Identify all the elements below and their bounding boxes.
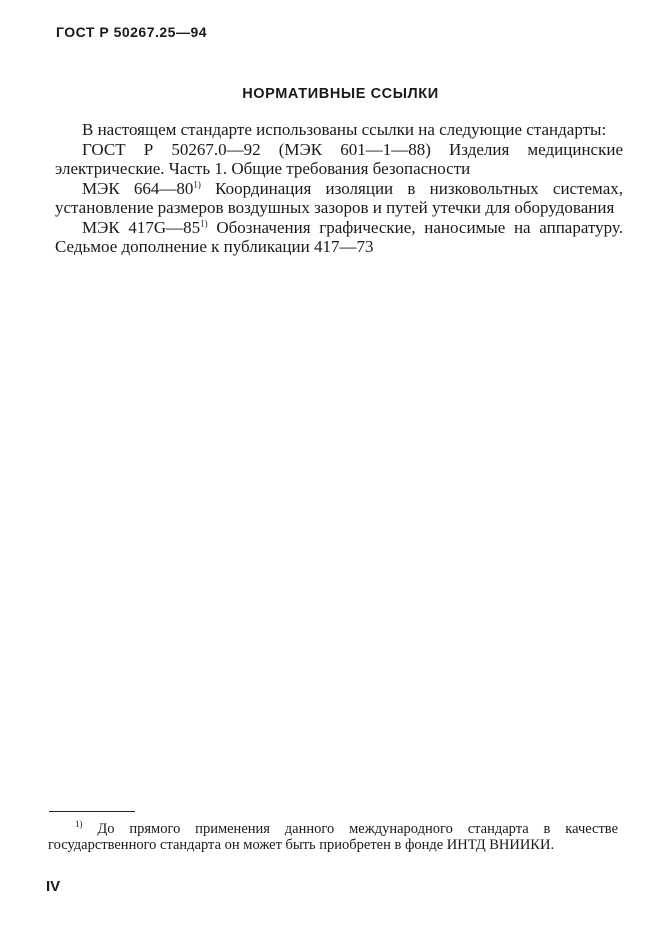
intro-paragraph <box>55 120 623 140</box>
reference-text: Обозначения графические, наносимые на аппаратуру. Седьмое дополнение к публикации 417—73 <box>55 217 623 256</box>
section-title: НОРМАТИВНЫЕ ССЫЛКИ <box>242 86 439 102</box>
document-number-header: ГОСТ Р 50267.25—94 <box>56 24 208 40</box>
reference-gost-50267-0 <box>55 140 623 179</box>
reference-code: МЭК 417G—85 <box>82 217 201 237</box>
footnote-separator <box>49 811 135 812</box>
reference-text: Координация изоляции в низковольтных системах, установление размеров воздушных зазоров и путей утечки для оборудования <box>55 178 623 217</box>
references-body <box>55 120 623 257</box>
footnote-marker: 1) <box>200 217 208 228</box>
reference-text: ГОСТ Р 50267.0—92 (МЭК 601—1—88) Изделия медицинские электрические. Часть 1. Общие требования безопасности <box>55 139 623 178</box>
page-number: IV <box>46 878 61 895</box>
reference-iec-417g <box>55 218 623 257</box>
footnote-text: До прямого применения данного международного стандарта в качестве государственного стандарта он может быть приобретен в фонде ИНТД ВНИИКИ. <box>48 821 618 853</box>
footnote-marker: 1) <box>193 178 201 189</box>
footnote-marker: 1) <box>75 819 83 830</box>
footnote-paragraph <box>48 819 618 853</box>
reference-code: МЭК 664—80 <box>82 178 194 198</box>
reference-iec-664 <box>55 179 623 218</box>
footnote <box>48 819 618 853</box>
intro-text: В настоящем стандарте использованы ссылки на следующие стандарты: <box>82 120 607 139</box>
